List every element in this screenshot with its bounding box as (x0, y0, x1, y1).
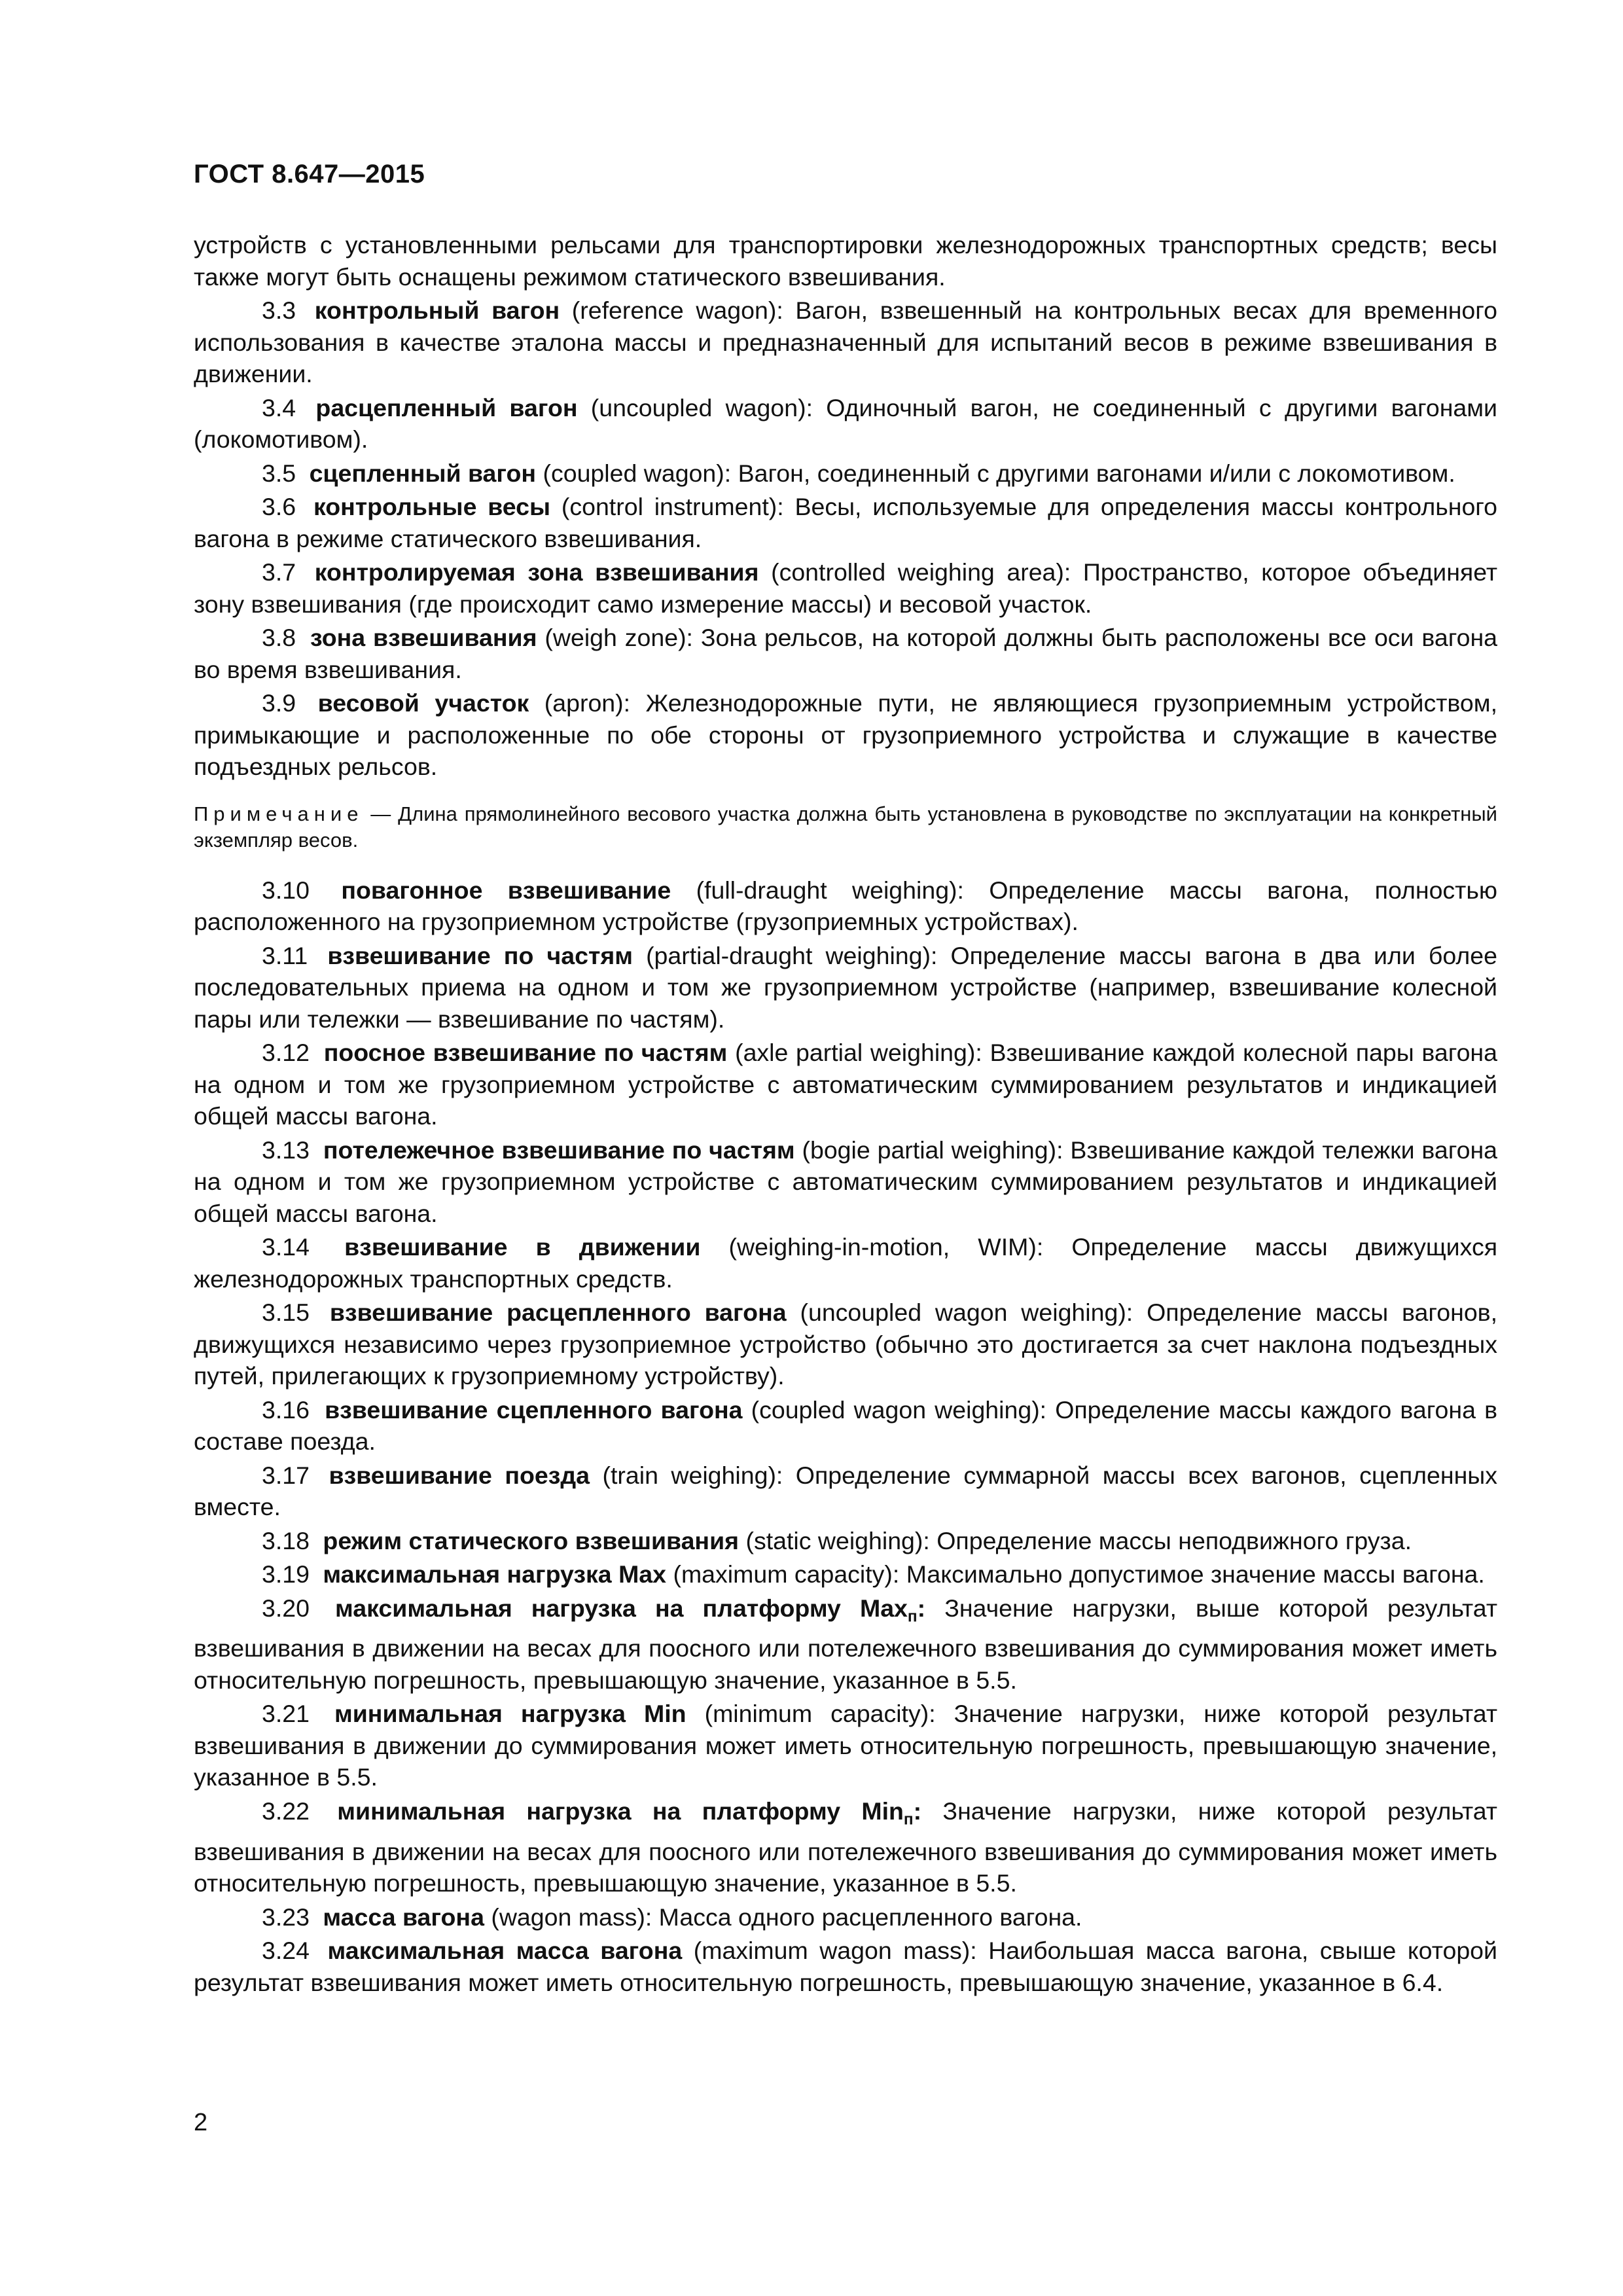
definition-number: 3.11 (262, 941, 308, 969)
intro-paragraph: устройств с установленными рельсами для транспортировки железнодорожных транспортных средств; весы также могут быть оснащены режимом статического взвешивания. (194, 231, 1497, 291)
definition-number: 3.20 (262, 1594, 310, 1622)
definition-3-10 (194, 874, 1497, 938)
definition-text: (uncoupled wagon): Одиночный вагон, не соединенный с другими вагонами (локомотивом). (194, 393, 1497, 453)
definition-text: (train weighing): Определение суммарной массы всех вагонов, сцепленных вместе. (194, 1461, 1498, 1520)
definition-text: (partial-draught weighing): Определение массы вагона в два или более последовательных приема на одном и том же грузоприемном устройстве (например, взвешивание колесной пары или тележки — взвешивание по частям). (194, 941, 1497, 1033)
definition-3-18 (194, 1525, 1497, 1557)
definition-term: максимальная нагрузка Max (323, 1560, 667, 1588)
definition-3-17 (194, 1460, 1497, 1523)
definition-number: 3.15 (262, 1299, 310, 1326)
definition-term: сцепленный вагон (309, 459, 537, 487)
definitions-list-b (194, 874, 1497, 1999)
definition-text: Значение нагрузки, выше которой результат взвешивания в движении на весах для поосного или потележечного взвешивания до суммирования может иметь относительную погрешность, превышающую значение, указанное в 5.5. (194, 1594, 1498, 1694)
definition-number: 3.10 (262, 876, 310, 904)
definition-term: контролируемая зона взвешивания (314, 558, 759, 586)
definition-number: 3.6 (262, 493, 296, 520)
note-label: Примечание (194, 802, 364, 825)
definition-3-24 (194, 1935, 1497, 1998)
definition-text: (maximum capacity): Максимально допустимое значение массы вагона. (673, 1560, 1485, 1588)
definition-text: (weighing-in-motion, WIM): Определение массы движущихся железнодорожных транспортных средств. (194, 1233, 1498, 1293)
term-colon: : (913, 1797, 922, 1825)
term-subscript: п (903, 1810, 914, 1829)
definition-text: (uncoupled wagon weighing): Определение массы вагонов, движущихся независимо через грузоприемное устройство (обычно это достигается за счет наклона подъездных путей, прилегающих к грузоприемному устройству). (194, 1299, 1498, 1390)
definition-term: контрольный вагон (314, 296, 560, 324)
definition-3-6 (194, 491, 1497, 554)
definition-3-19 (194, 1558, 1497, 1590)
definition-3-8 (194, 622, 1497, 685)
definition-term: взвешивание по частям (327, 941, 633, 969)
document-body (194, 229, 1497, 2000)
definition-number: 3.5 (262, 459, 296, 487)
term-main: минимальная нагрузка на платформу Min (337, 1797, 904, 1825)
definition-3-16 (194, 1394, 1497, 1458)
definition-3-11 (194, 940, 1497, 1035)
definition-term: зона взвешивания (310, 624, 537, 651)
term-colon: : (917, 1594, 926, 1622)
definition-3-15 (194, 1297, 1497, 1392)
definition-term: расцепленный вагон (315, 393, 578, 422)
definition-number: 3.19 (262, 1560, 310, 1588)
definition-text: (wagon mass): Масса одного расцепленного вагона. (491, 1903, 1082, 1931)
definition-number: 3.24 (262, 1937, 310, 1965)
definition-number: 3.4 (262, 393, 296, 422)
definitions-list-a (194, 295, 1497, 783)
definition-3-21 (194, 1698, 1497, 1793)
definition-number: 3.8 (262, 624, 296, 651)
definition-number: 3.13 (262, 1136, 310, 1164)
definition-text: (coupled wagon weighing): Определение массы каждого вагона в составе поезда. (194, 1395, 1497, 1455)
definition-term: масса вагона (323, 1903, 484, 1931)
definition-term: потележечное взвешивание по частям (323, 1136, 795, 1164)
definition-text: (apron): Железнодорожные пути, не являющиеся грузоприемным устройством, примыкающие и расположенные по обе стороны от грузоприемного устройства и служащие в качестве подъездных рельсов. (194, 689, 1497, 780)
definition-number: 3.23 (262, 1903, 310, 1931)
definition-term: минимальная нагрузка Min (334, 1700, 687, 1728)
definition-term: контрольные весы (313, 493, 551, 520)
definition-text: (maximum wagon mass): Наибольшая масса вагона, свыше которой результат взвешивания может иметь относительную погрешность, превышающую значение, указанное в 6.4. (194, 1937, 1497, 1996)
definition-term (337, 1797, 922, 1829)
definition-term: взвешивание в движении (344, 1233, 701, 1261)
definition-text: (reference wagon): Вагон, взвешенный на контрольных весах для временного использования в качестве эталона массы и предназначенный для испытаний весов в режиме взвешивания в движении. (194, 296, 1497, 387)
definition-number: 3.16 (262, 1395, 310, 1424)
definition-number: 3.22 (262, 1797, 310, 1825)
definition-number: 3.9 (262, 689, 296, 717)
definition-term: режим статического взвешивания (323, 1526, 740, 1554)
document-header: ГОСТ 8.647—2015 (194, 160, 425, 188)
definition-text: (controlled weighing area): Пространство, которое объединяет зону взвешивания (где происходит само измерение массы) и весовой участок. (194, 558, 1497, 618)
definition-3-12 (194, 1037, 1497, 1132)
definition-term: взвешивание расцепленного вагона (329, 1299, 787, 1326)
definition-term: взвешивание сцепленного вагона (325, 1395, 743, 1424)
page-number: 2 (194, 2109, 208, 2136)
definition-text: (bogie partial weighing): Взвешивание каждой тележки вагона на одном и том же грузоприемном устройстве с автоматическим суммированием результатов и индикацией общей массы вагона. (194, 1136, 1498, 1227)
definition-3-13 (194, 1134, 1497, 1230)
definition-text: Значение нагрузки, ниже которой результат взвешивания в движении на весах для поосного или потележечного взвешивания до суммирования может иметь относительную погрешность, превышающую значение, указанное в 5.5. (194, 1797, 1497, 1897)
definition-3-4 (194, 392, 1497, 456)
definition-3-7 (194, 556, 1497, 620)
definition-3-14 (194, 1231, 1497, 1295)
term-main: максимальная нагрузка на платформу Max (335, 1594, 908, 1622)
definition-term: поосное взвешивание по частям (323, 1039, 728, 1066)
definition-text: (minimum capacity): Значение нагрузки, ниже которой результат взвешивания в движении до суммирования может иметь относительную погрешность, превышающую значение, указанное в 5.5. (194, 1700, 1498, 1791)
definition-number: 3.7 (262, 558, 296, 586)
term-subscript: п (907, 1607, 918, 1625)
definition-number: 3.21 (262, 1700, 310, 1728)
definition-text: (full-draught weighing): Определение массы вагона, полностью расположенного на грузоприемном устройстве (грузоприемных устройствах). (194, 876, 1498, 935)
definition-text: (static weighing): Определение массы неподвижного груза. (745, 1526, 1412, 1554)
definition-term: взвешивание поезда (329, 1461, 590, 1489)
definition-3-20 (194, 1592, 1497, 1696)
note-paragraph (194, 801, 1497, 853)
definition-3-23 (194, 1901, 1497, 1933)
definition-3-22 (194, 1795, 1497, 1899)
definition-text: (axle partial weighing): Взвешивание каждой колесной пары вагона на одном и том же грузоприемном устройстве с автоматическим суммированием результатов и индикацией общей массы вагона. (194, 1039, 1497, 1130)
note-text: — Длина прямолинейного весового участка должна быть установлена в руководстве по эксплуатации на конкретный экземпляр весов. (194, 802, 1497, 852)
definition-text: (coupled wagon): Вагон, соединенный с другими вагонами и/или с локомотивом. (543, 459, 1455, 487)
definition-number: 3.17 (262, 1461, 310, 1489)
definition-text: (weigh zone): Зона рельсов, на которой должны быть расположены все оси вагона во время взвешивания. (194, 624, 1498, 683)
definition-text: (control instrument): Весы, используемые для определения массы контрольного вагона в режиме статического взвешивания. (194, 493, 1498, 552)
definition-term: повагонное взвешивание (341, 876, 671, 904)
definition-number: 3.3 (262, 296, 296, 324)
definition-term: максимальная масса вагона (327, 1937, 683, 1965)
definition-term (335, 1594, 926, 1625)
definition-3-3 (194, 295, 1497, 390)
definition-number: 3.12 (262, 1039, 310, 1066)
definition-3-9 (194, 687, 1497, 783)
definition-number: 3.14 (262, 1233, 310, 1261)
definition-term: весовой участок (317, 689, 529, 717)
definition-3-5 (194, 457, 1497, 490)
definition-number: 3.18 (262, 1526, 310, 1554)
